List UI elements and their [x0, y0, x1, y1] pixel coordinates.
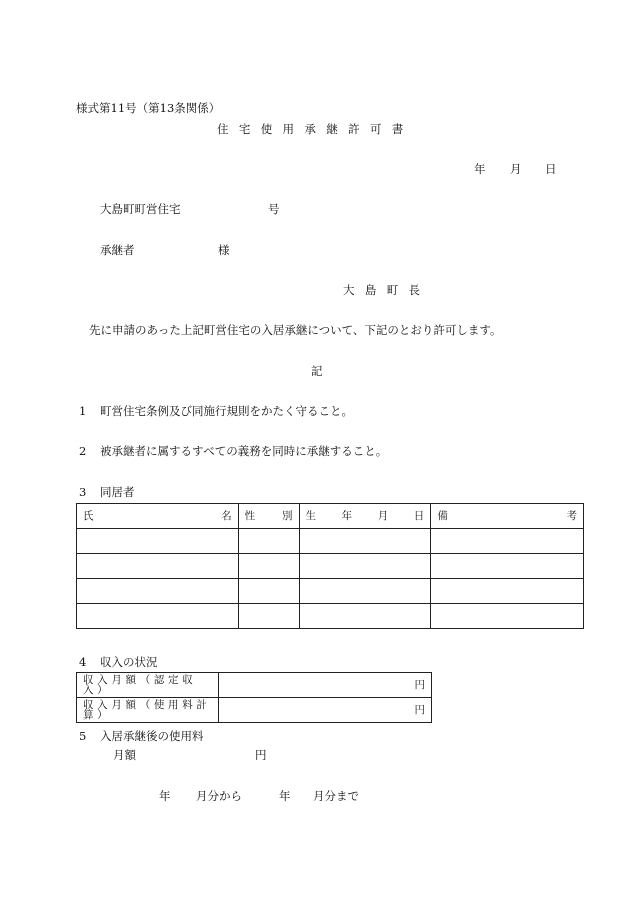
date-year: 年 — [474, 162, 486, 176]
cell-sex — [238, 529, 299, 554]
cohabitants-table — [76, 503, 584, 629]
cell-sex — [238, 554, 299, 579]
item-5-number: 5 — [79, 729, 87, 743]
date-month: 月 — [510, 162, 522, 176]
item-4-heading: 収入の状況 — [100, 655, 158, 669]
cell-birthdate — [299, 529, 431, 554]
cell-sex — [238, 579, 299, 604]
cell-birthdate — [299, 579, 431, 604]
item-3-heading: 同居者 — [100, 485, 135, 499]
cell-name — [77, 604, 239, 629]
form-number: 様式第11号（第13条関係） — [76, 101, 221, 115]
table-row — [77, 554, 584, 579]
ki-heading: 記 — [311, 364, 323, 378]
income-label-certified: 収入月額（認定収入） — [77, 673, 219, 698]
cell-birthdate — [299, 604, 431, 629]
period-from: 月分から — [196, 789, 242, 803]
date-day: 日 — [545, 162, 557, 176]
income-label-rent-calc: 収入月額（使用料計算） — [77, 698, 219, 723]
item-2-number: 2 — [79, 444, 87, 458]
header-sex: 性 別 — [238, 504, 299, 529]
cell-remarks — [431, 529, 584, 554]
header-name: 氏 名 — [77, 504, 239, 529]
table-row — [77, 604, 584, 629]
header-birthdate: 生 年 月 日 — [299, 504, 431, 529]
housing-number-suffix: 号 — [268, 202, 280, 216]
cell-remarks — [431, 554, 584, 579]
item-2-text: 被承継者に属するすべての義務を同時に承継すること。 — [100, 444, 388, 458]
income-unit-rent-calc: 円 — [218, 698, 431, 723]
item-1-number: 1 — [79, 404, 87, 418]
cell-name — [77, 579, 239, 604]
period-year-to: 年 — [279, 789, 291, 803]
cell-birthdate — [299, 554, 431, 579]
issuer: 大島町長 — [343, 283, 431, 297]
body-text: 先に申請のあった上記町営住宅の入居承継について、下記のとおり許可します。 — [89, 323, 502, 337]
cell-name — [77, 529, 239, 554]
cohabitants-header-row — [77, 504, 584, 529]
period-to: 月分まで — [313, 789, 359, 803]
income-unit-certified: 円 — [218, 673, 431, 698]
table-row — [77, 529, 584, 554]
housing-label: 大島町町営住宅 — [100, 202, 181, 216]
item-4-number: 4 — [79, 655, 87, 669]
successor-label: 承継者 — [100, 243, 135, 257]
cell-remarks — [431, 604, 584, 629]
item-3-number: 3 — [79, 485, 87, 499]
table-row — [77, 673, 432, 698]
table-row — [77, 698, 432, 723]
cell-sex — [238, 604, 299, 629]
header-remarks: 備 考 — [431, 504, 584, 529]
cell-remarks — [431, 579, 584, 604]
monthly-rent-yen: 円 — [255, 748, 267, 762]
cell-name — [77, 554, 239, 579]
item-1-text: 町営住宅条例及び同施行規則をかたく守ること。 — [100, 404, 353, 418]
document-title: 住宅使用承継許可書 — [217, 122, 414, 136]
period-year-from: 年 — [159, 789, 171, 803]
successor-honorific: 様 — [218, 243, 230, 257]
item-5-heading: 入居承継後の使用料 — [100, 729, 204, 743]
table-row — [77, 579, 584, 604]
income-table — [76, 672, 432, 723]
monthly-rent-label: 月額 — [113, 748, 136, 762]
